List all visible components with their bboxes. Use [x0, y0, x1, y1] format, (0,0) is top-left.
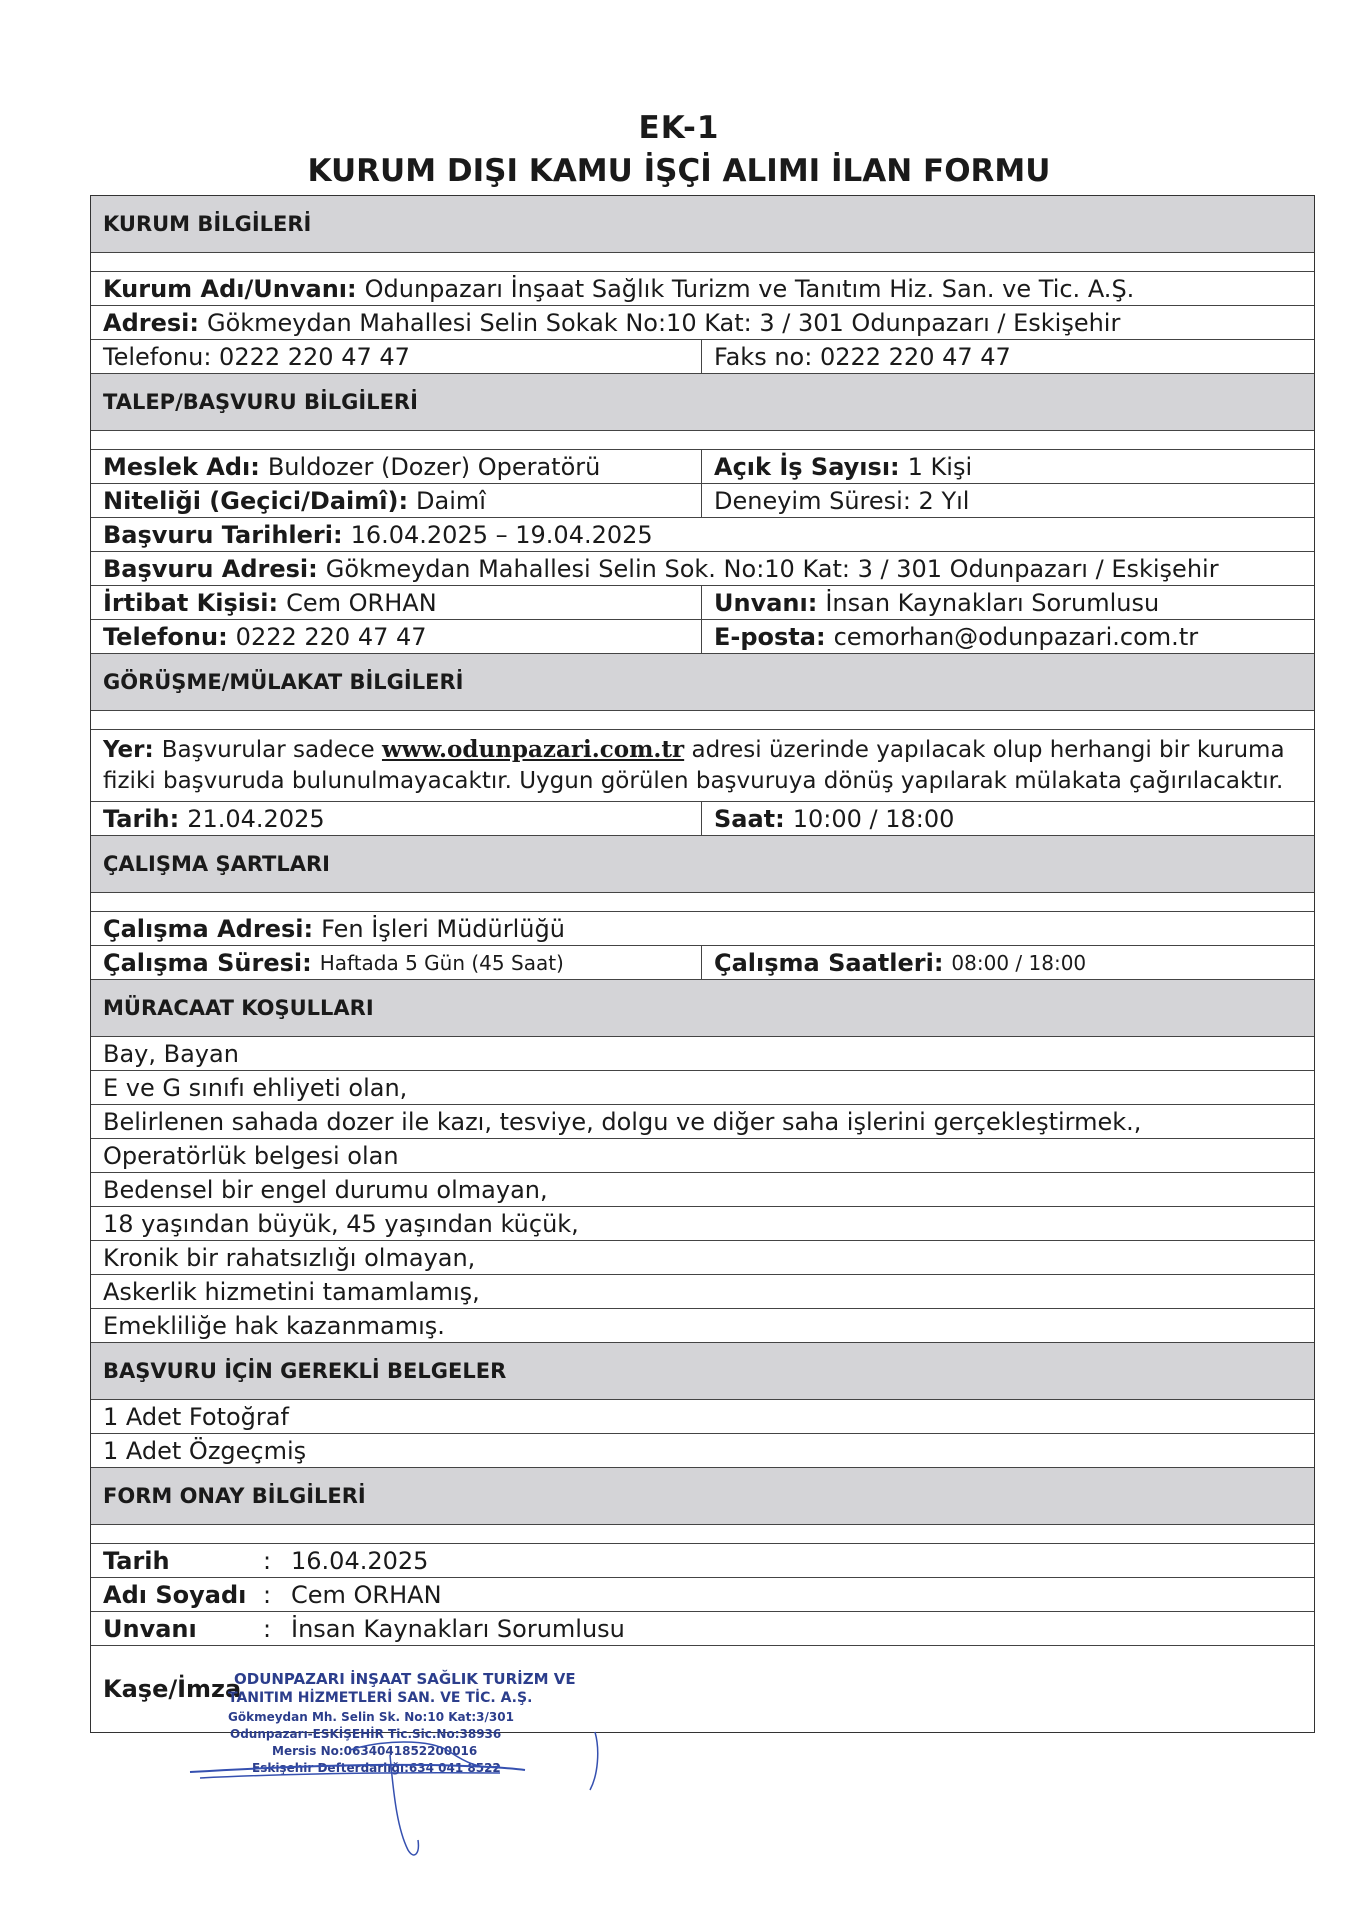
telefon-value: Telefonu: 0222 220 47 47 — [103, 342, 410, 371]
stamp-line: ODUNPAZARI İNŞAAT SAĞLIK TURİZM VE — [234, 1670, 576, 1688]
list-item — [91, 1207, 1314, 1241]
row-calisma-adres — [91, 912, 1314, 946]
row-mulakat-tarih — [91, 802, 1314, 836]
label: Çalışma Süresi: — [103, 948, 312, 977]
condition-text: E ve G sınıfı ehliyeti olan, — [103, 1073, 408, 1102]
label: Kurum Adı/Unvanı: — [103, 274, 357, 303]
stamp-line: Odunpazarı-ESKİŞEHİR Tic.Sic.No:38936 — [230, 1727, 502, 1741]
condition-text: Kronik bir rahatsızlığı olmayan, — [103, 1243, 476, 1272]
label: Saat: — [714, 804, 785, 833]
condition-text: Askerlik hizmetini tamamlamış, — [103, 1277, 480, 1306]
deneyim-value: Deneyim Süresi: 2 Yıl — [714, 486, 970, 515]
label: Unvanı: — [714, 588, 818, 617]
row-onay-tarih — [91, 1544, 1314, 1578]
email-value: cemorhan@odunpazari.com.tr — [833, 622, 1199, 651]
list-item — [91, 1275, 1314, 1309]
stamp-line: Gökmeydan Mh. Selin Sk. No:10 Kat:3/301 — [228, 1710, 514, 1724]
faks-value: Faks no: 0222 220 47 47 — [714, 342, 1011, 371]
list-item — [91, 1139, 1314, 1173]
value: Gökmeydan Mahallesi Selin Sokak No:10 Kat: 3 / 301 Odunpazarı / Eskişehir — [206, 308, 1121, 337]
label: Tarih: — [103, 804, 180, 833]
section-calisma: ÇALIŞMA ŞARTLARI — [91, 836, 1314, 893]
value: 16.04.2025 — [291, 1546, 429, 1575]
signature-drawing — [180, 1640, 620, 1880]
value: 1 Kişi — [907, 452, 973, 481]
label: Çalışma Saatleri: — [714, 948, 944, 977]
list-item — [91, 1037, 1314, 1071]
document-text: 1 Adet Özgeçmiş — [103, 1436, 307, 1465]
label: Başvuru Adresi: — [103, 554, 318, 583]
label: Adresi: — [103, 308, 199, 337]
spacer — [91, 1525, 1314, 1544]
colon: : — [263, 1546, 272, 1575]
value: Odunpazarı İnşaat Sağlık Turizm ve Tanıtım Hiz. San. ve Tic. A.Ş. — [364, 274, 1135, 303]
section-gorusme: GÖRÜŞME/MÜLAKAT BİLGİLERİ — [91, 654, 1314, 711]
value: 10:00 / 18:00 — [792, 804, 955, 833]
colon: : — [263, 1614, 272, 1643]
value: 16.04.2025 – 19.04.2025 — [350, 520, 653, 549]
label: Adı Soyadı — [103, 1580, 247, 1609]
value: Fen İşleri Müdürlüğü — [321, 914, 565, 943]
stamp-line: Mersis No:0634041852200016 — [272, 1744, 478, 1758]
row-basvuru-adres — [91, 552, 1314, 586]
label: Unvanı — [103, 1614, 197, 1643]
condition-text: Bedensel bir engel durumu olmayan, — [103, 1175, 548, 1204]
announcement-form — [90, 195, 1315, 1733]
value: 0222 220 47 47 — [235, 622, 427, 651]
condition-text: Emekliliğe hak kazanmamış. — [103, 1311, 445, 1340]
value: Daimî — [416, 486, 486, 515]
label: Yer: — [103, 737, 154, 763]
row-kurum-telefon — [91, 340, 1314, 374]
spacer — [91, 711, 1314, 730]
row-kurum-adres — [91, 306, 1314, 340]
section-belgeler: BAŞVURU İÇİN GEREKLİ BELGELER — [91, 1343, 1314, 1400]
label: Açık İş Sayısı: — [714, 452, 900, 481]
stamp-line: Eskişehir Defterdarlığı:634 041 8522 — [252, 1761, 501, 1775]
stamp-line: TANITIM HİZMETLERİ SAN. VE TİC. A.Ş. — [228, 1690, 533, 1706]
value: 21.04.2025 — [187, 804, 325, 833]
list-item — [91, 1241, 1314, 1275]
label: Çalışma Adresi: — [103, 914, 314, 943]
label: Tarih — [103, 1546, 170, 1575]
page-header — [0, 108, 1358, 192]
label: Telefonu: — [103, 622, 228, 651]
label: Kaşe/İmza — [103, 1675, 242, 1703]
list-item — [91, 1173, 1314, 1207]
condition-text: Operatörlük belgesi olan — [103, 1141, 399, 1170]
condition-text: 18 yaşından büyük, 45 yaşından küçük, — [103, 1209, 579, 1238]
list-item — [91, 1400, 1314, 1434]
value: Cem ORHAN — [286, 588, 437, 617]
value: İnsan Kaynakları Sorumlusu — [291, 1614, 625, 1643]
spacer — [91, 431, 1314, 450]
row-calisma-sure — [91, 946, 1314, 980]
spacer — [91, 253, 1314, 272]
row-kurum-adi — [91, 272, 1314, 306]
website-link[interactable]: www.odunpazari.com.tr — [381, 736, 685, 763]
row-basvuru-tarih — [91, 518, 1314, 552]
section-kurum: KURUM BİLGİLERİ — [91, 196, 1314, 253]
value: Haftada 5 Gün (45 Saat) — [319, 950, 564, 975]
yer-text-1: Başvurular sadece — [161, 737, 375, 763]
row-nitelik — [91, 484, 1314, 518]
label: Niteliği (Geçici/Daimî): — [103, 486, 409, 515]
value: Buldozer (Dozer) Operatörü — [267, 452, 601, 481]
annex-label: EK-1 — [638, 110, 720, 146]
value: 08:00 / 18:00 — [951, 950, 1087, 975]
document-text: 1 Adet Fotoğraf — [103, 1402, 289, 1431]
spacer — [91, 893, 1314, 912]
row-onay-ad — [91, 1578, 1314, 1612]
list-item — [91, 1071, 1314, 1105]
label: Meslek Adı: — [103, 452, 260, 481]
form-title: KURUM DIŞI KAMU İŞÇİ ALIMI İLAN FORMU — [307, 153, 1051, 189]
condition-text: Bay, Bayan — [103, 1039, 239, 1068]
section-onay: FORM ONAY BİLGİLERİ — [91, 1468, 1314, 1525]
value: Gökmeydan Mahallesi Selin Sok. No:10 Kat: 3 / 301 Odunpazarı / Eskişehir — [325, 554, 1219, 583]
row-irtibat — [91, 586, 1314, 620]
list-item — [91, 1434, 1314, 1468]
section-talep: TALEP/BAŞVURU BİLGİLERİ — [91, 374, 1314, 431]
value: İnsan Kaynakları Sorumlusu — [825, 588, 1160, 617]
label: Başvuru Tarihleri: — [103, 520, 343, 549]
colon: : — [263, 1580, 272, 1609]
row-iletisim — [91, 620, 1314, 654]
yer-text-2: adresi üzerinde yapılacak olup herhangi bir kuruma fiziki başvuruda bulunulmayacaktır. Uygun görülen başvuruya dönüş yapılarak mülakata çağırılacaktır. — [103, 737, 1285, 794]
label: İrtibat Kişisi: — [103, 588, 279, 617]
row-meslek — [91, 450, 1314, 484]
list-item — [91, 1105, 1314, 1139]
value: Cem ORHAN — [291, 1580, 442, 1609]
section-muracaat: MÜRACAAT KOŞULLARI — [91, 980, 1314, 1037]
label: E-posta: — [714, 622, 826, 651]
condition-text: Belirlenen sahada dozer ile kazı, tesviye, dolgu ve diğer saha işlerini gerçekleştirmek., — [103, 1107, 1142, 1136]
row-yer — [91, 730, 1314, 802]
list-item — [91, 1309, 1314, 1343]
